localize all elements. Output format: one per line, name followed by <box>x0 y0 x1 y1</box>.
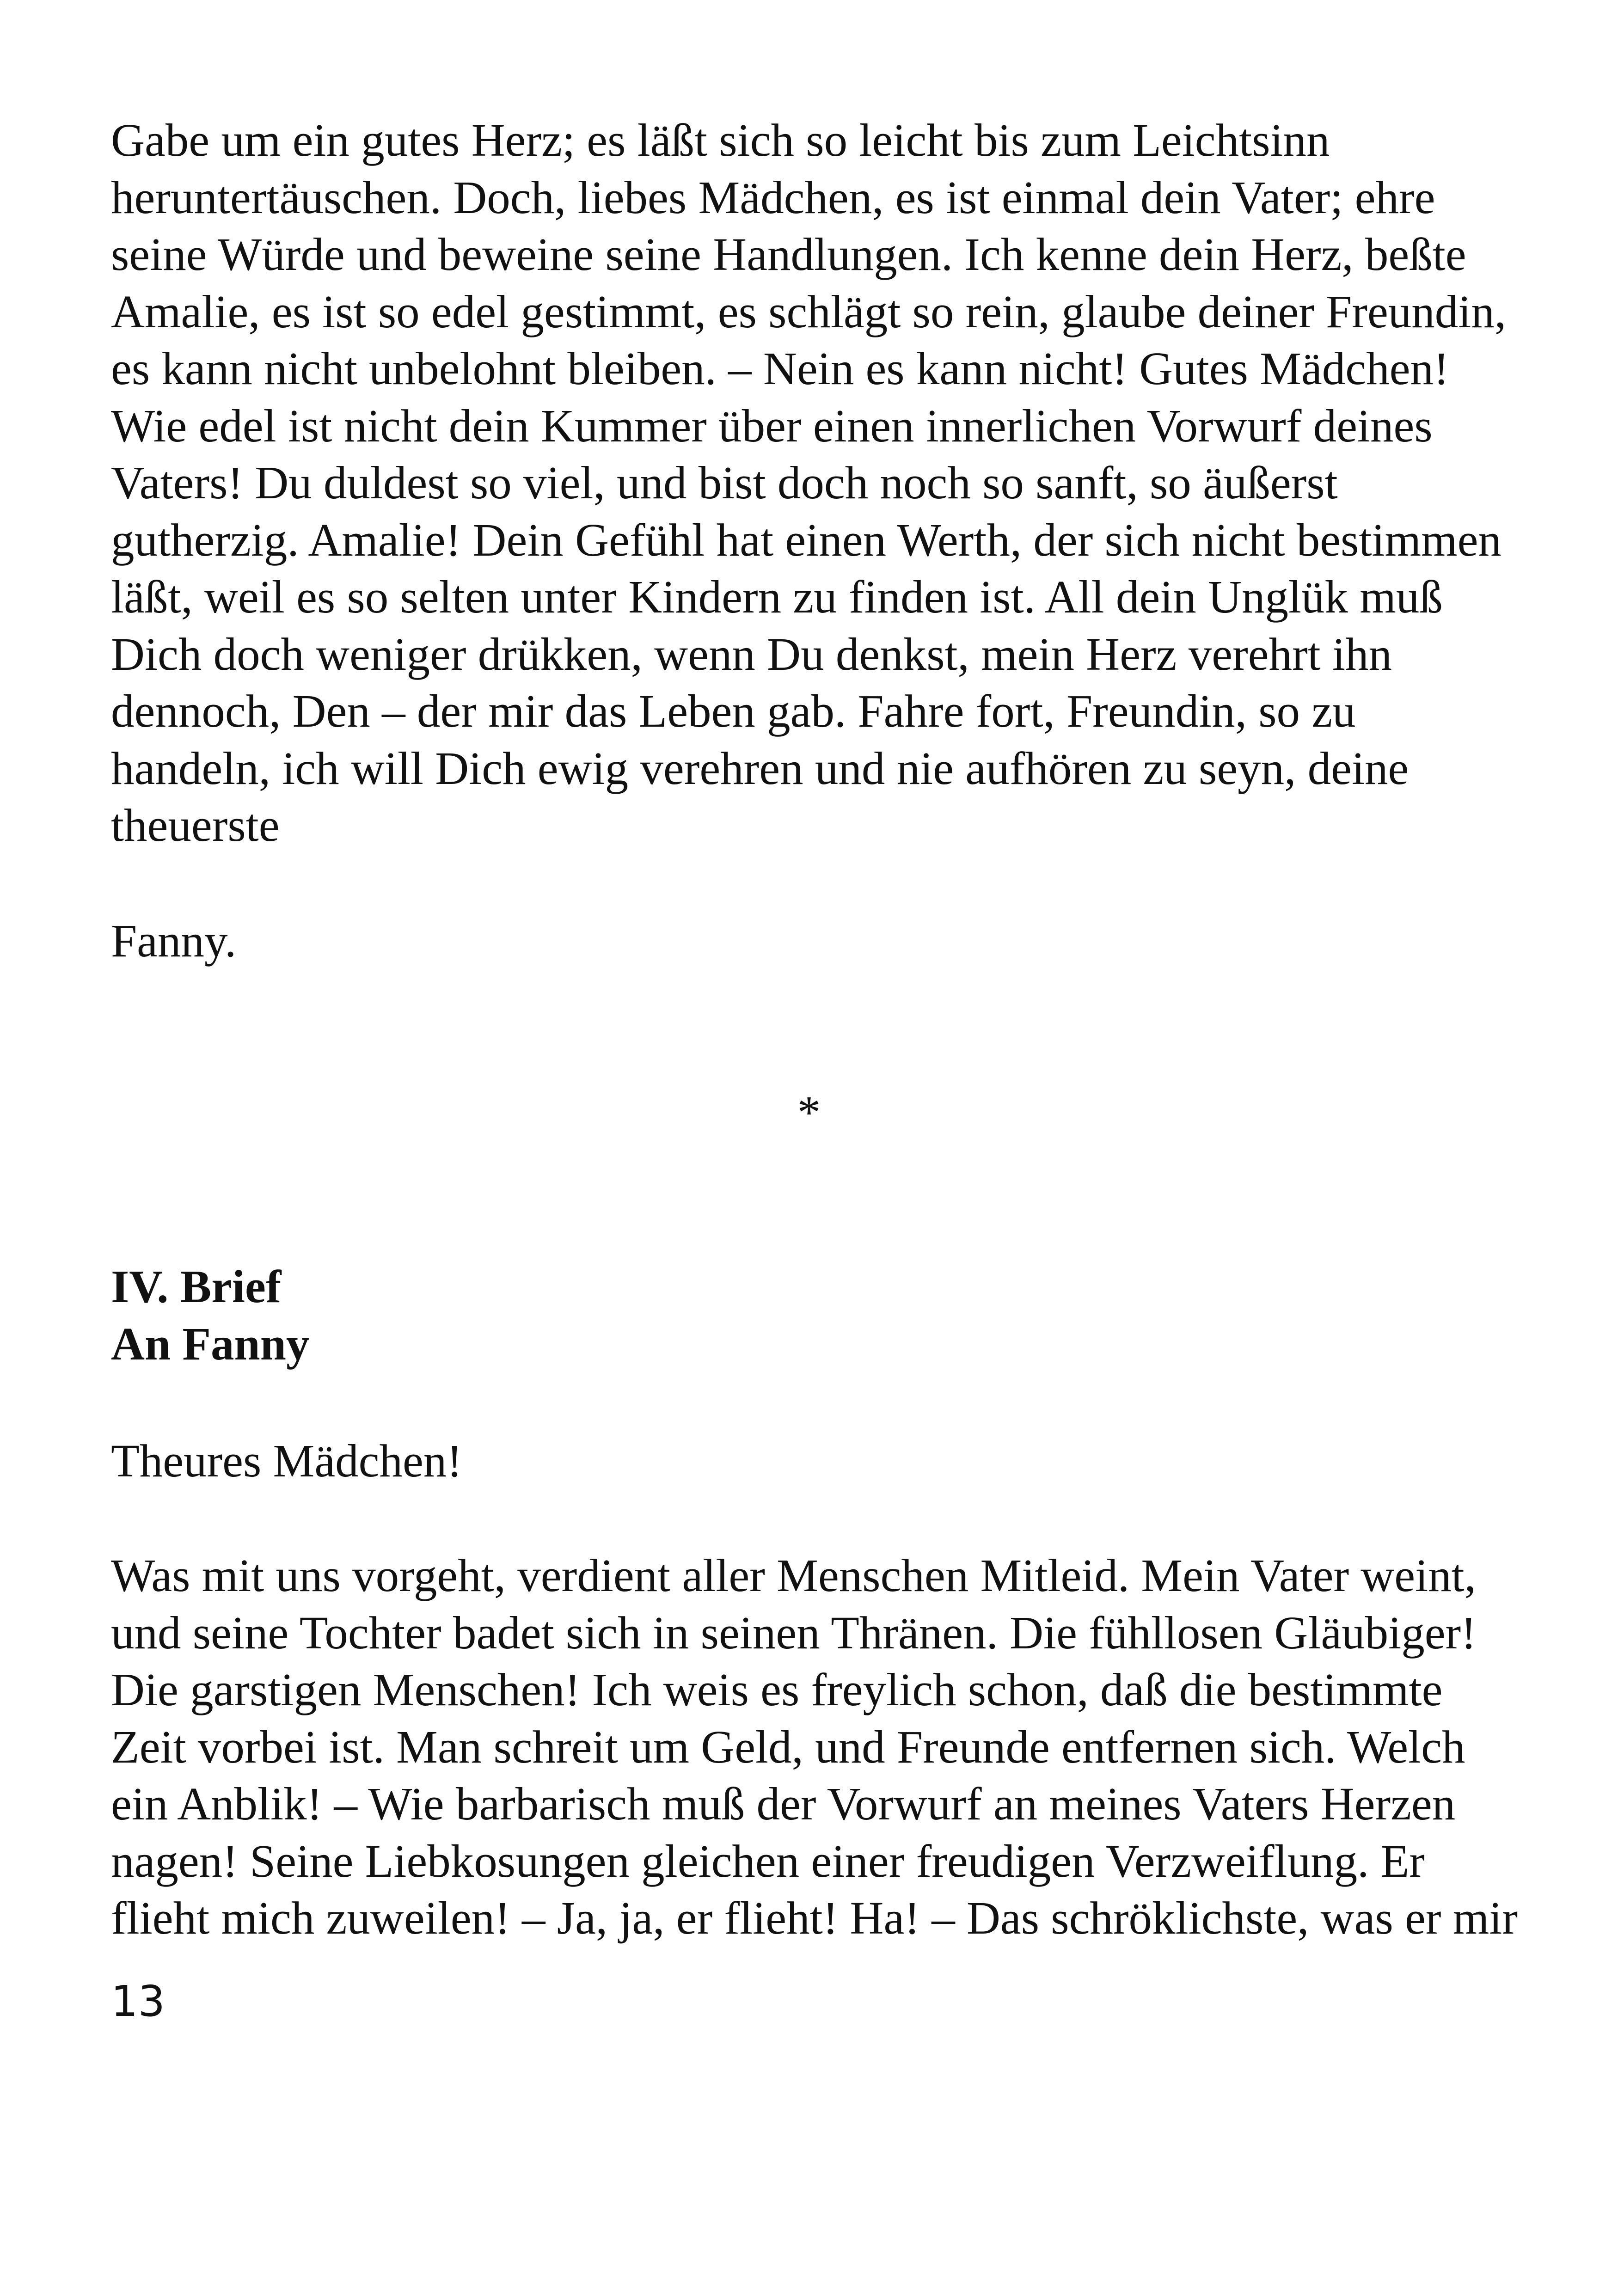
text-line: Amalie, es ist so edel gestimmt, es schlägt so rein, glaube deiner Freundin, <box>111 285 1507 337</box>
letter-three-body <box>111 112 1526 854</box>
letter-four-heading <box>111 1258 309 1372</box>
text-line: läßt, weil es so selten unter Kindern zu finden ist. All dein Unglük muß <box>111 571 1443 623</box>
page-number: 13 <box>111 1977 165 2026</box>
text-line: Dich doch weniger drükken, wenn Du denkst, mein Herz verehrt ihn <box>111 628 1392 680</box>
text-line: seine Würde und beweine seine Handlungen. Ich kenne dein Herz, beßte <box>111 228 1466 280</box>
text-line: flieht mich zuweilen! – Ja, ja, er flieht! Ha! – Das schröklichste, was er mir <box>111 1892 1518 1944</box>
text-line: Zeit vorbei ist. Man schreit um Geld, und Freunde entfernen sich. Welch <box>111 1720 1465 1773</box>
text-line: Gabe um ein gutes Herz; es läßt sich so leicht bis zum Leichtsinn <box>111 114 1330 166</box>
section-separator: * <box>797 1086 821 1138</box>
signature-text: Fanny. <box>111 915 237 967</box>
text-line: gutherzig. Amalie! Dein Gefühl hat einen Werth, der sich nicht bestimmen <box>111 514 1502 566</box>
text-line: dennoch, Den – der mir das Leben gab. Fahre fort, Freundin, so zu <box>111 685 1356 737</box>
text-line: Was mit uns vorgeht, verdient aller Menschen Mitleid. Mein Vater weint, <box>111 1549 1476 1601</box>
letter-signature <box>111 912 1526 970</box>
heading-recipient: An Fanny <box>111 1317 310 1370</box>
text-line: Die garstigen Menschen! Ich weis es freylich schon, daß die bestimmte <box>111 1664 1443 1715</box>
letter-salutation <box>111 1433 1526 1490</box>
text-line: und seine Tochter badet sich in seinen Thränen. Die fühllosen Gläubiger! <box>111 1606 1477 1659</box>
text-line: theuerste <box>111 799 280 851</box>
heading-title: IV. Brief <box>111 1261 282 1312</box>
letter-four-body <box>111 1547 1526 1947</box>
text-line: nagen! Seine Liebkosungen gleichen einer freudigen Verzweiflung. Er <box>111 1835 1425 1887</box>
text-line: Wie edel ist nicht dein Kummer über einen innerlichen Vorwurf deines <box>111 399 1433 452</box>
text-line: es kann nicht unbelohnt bleiben. – Nein es kann nicht! Gutes Mädchen! <box>111 343 1449 394</box>
text-line: ein Anblik! – Wie barbarisch muß der Vorwurf an meines Vaters Herzen <box>111 1778 1456 1830</box>
text-line: Vaters! Du duldest so viel, und bist doch noch so sanft, so äußerst <box>111 457 1338 508</box>
text-line: handeln, ich will Dich ewig verehren und nie aufhören zu seyn, deine <box>111 742 1409 794</box>
text-line: heruntertäuschen. Doch, liebes Mädchen, es ist einmal dein Vater; ehre <box>111 171 1435 223</box>
salutation-text: Theures Mädchen! <box>111 1435 462 1487</box>
